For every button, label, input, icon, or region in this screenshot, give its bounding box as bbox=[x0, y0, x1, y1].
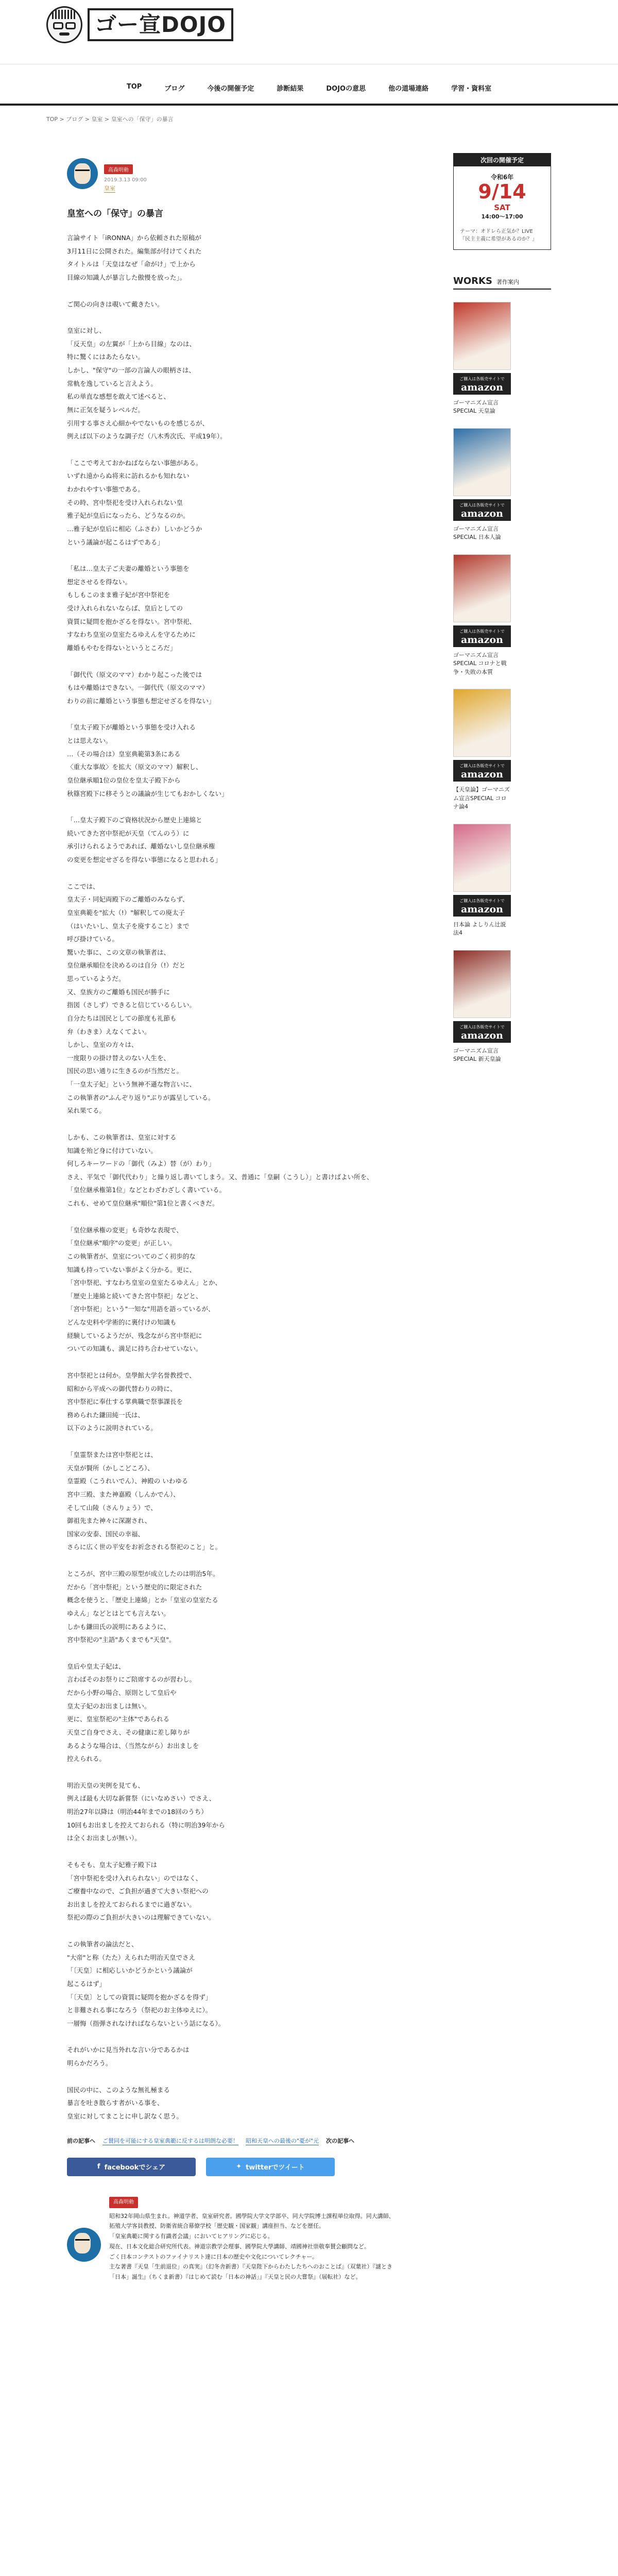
schedule-weekday: SAT bbox=[494, 202, 510, 212]
article-paragraph: 皇室に対し、 「反天皇」の左翼が「上から目線」なのは、 特に驚くにはあたらない。 しかし、"保守"の一部の言論人の眼柄さは、 常軌を逸していると言えよう。 私の単直な感想を敢えて述べると、 無に正気を疑うレベルだ。 引用する事さえ心細かやでないものを感じるが、 例えば以下のような調子だ（八木秀次氏、平成19年）。 bbox=[67, 327, 227, 440]
book-title[interactable]: ゴーマニズム宣言SPECIAL 新天皇論 bbox=[453, 1047, 501, 1063]
schedule-box[interactable] bbox=[453, 153, 551, 250]
next-article-link[interactable]: 昭和天皇への最後の"憂が"元 bbox=[246, 2137, 319, 2144]
book-cover[interactable] bbox=[453, 824, 511, 892]
article-paragraph: しかも、この執筆者は、皇室に対する 知識を殆ど身に付けていない。 何しろキーワードの「御代（みよ）替（が）わり」 さえ、平気で「御代代わり」と繰り返し書いてしまう。又、普通に「皇嗣（こうし）」と書けばよい所を、 「皇位継承権第1位」などとわざわざしく書いている。 これも、せめて皇位継承"順位"第1位と書くべきだ。 bbox=[67, 1133, 373, 1207]
book-cover[interactable] bbox=[453, 554, 511, 622]
book-item[interactable] bbox=[453, 689, 551, 811]
article-paragraph: 「皇太子殿下が離婚という事態を受け入れる とは思えない。 …（その場合は）皇室典範第3条にある 〈重大な事故〉を拡大（原文のママ）解釈し、 皇位継承順1位の皇位を皇太子殿下から 秋篠宮殿下に移そうとの議論が生じてもおかしくない」 bbox=[67, 723, 228, 798]
article-paragraph: ご関心の向きは覗いて戴きたい。 bbox=[67, 300, 164, 308]
article-paragraph: この執筆者の論法だと、 "大帝"と称（たた）えられた明治天皇でさえ 「〔天皇〕に相応しいかどうかという議論が 起こるはず」 「〔天皇〕としての資質に疑問を抱かざるを得ず」 と非難される事になろう（祭祀のお主体ゆえに）。 一層悔（指弾されなければならないという話になる）。 bbox=[67, 1940, 225, 2027]
book-title[interactable]: ゴーマニズム宣言SPECIAL 天皇論 bbox=[453, 399, 499, 415]
amazon-logo: amazon bbox=[460, 903, 503, 915]
book-cover[interactable] bbox=[453, 950, 511, 1018]
book-item[interactable] bbox=[453, 950, 551, 1064]
amazon-button[interactable] bbox=[453, 1021, 511, 1043]
article-body bbox=[67, 231, 397, 2123]
nav-item[interactable]: ブログ bbox=[164, 85, 185, 93]
post-date: 2019.3.13 09:00 bbox=[104, 177, 147, 183]
book-cover[interactable] bbox=[453, 302, 511, 370]
nav-item[interactable]: 他の道場連絡 bbox=[388, 85, 429, 93]
works-heading bbox=[453, 276, 551, 290]
nav-item[interactable]: 今後の開催予定 bbox=[207, 85, 254, 93]
book-cover[interactable] bbox=[453, 428, 511, 496]
article-paragraph: 宮中祭祀とは何か。皇學館大学名誉教授で、 昭和から平成への御代替わりの時に、 宮中祭祀に奉仕する掌典職で祭事課長を 務められた鎌田純一氏は、 以下のように説明されている。 bbox=[67, 1371, 196, 1432]
article-paragraph: 言論サイト「iRONNA」から依頼された原稿が 3月11日に公開された。編集部が付けてくれた タイトルは「天皇はなぜ「命がけ」で上から 目線の知識人が暴言した傲慢を放った」。 bbox=[67, 234, 202, 281]
amazon-caption: ご購入は各販売サイトで bbox=[459, 502, 505, 507]
amazon-logo: amazon bbox=[460, 381, 503, 393]
book-cover[interactable] bbox=[453, 689, 511, 757]
prev-label: 前の記事へ bbox=[67, 2138, 95, 2144]
article bbox=[67, 132, 397, 2282]
amazon-button[interactable] bbox=[453, 760, 511, 782]
site-header bbox=[0, 0, 618, 64]
article-paragraph: そもそも、皇太子妃雅子殿下は 「宮中祭祀を受け入れられない」のではなく、 ご療養中なので、ご負担が過ぎて大きい祭祀への お出ましを控えておられるまでに過ぎない。 祭祀の際のご負担が大きいのは理解できていない。 bbox=[67, 1860, 215, 1922]
site-logo[interactable] bbox=[46, 6, 233, 43]
book-item[interactable] bbox=[453, 302, 551, 416]
breadcrumb: TOP > ブログ > 皇室 > 皇室への「保守」の暴言 bbox=[46, 116, 174, 123]
amazon-logo: amazon bbox=[460, 634, 503, 646]
prev-article-link[interactable]: ご賛同を可能にする皇室典範に反するは明朗な必要！ bbox=[102, 2137, 238, 2144]
amazon-logo: amazon bbox=[460, 1029, 503, 1041]
article-paragraph: 明治天皇の実例を見ても、 例えば最も大切な新嘗祭（にいなめさい）でさえ、 明治27年以降は（明治44年までの18回のうち） 10回もお出ましを控えておられる（特に明治39年から は全くお出ましが無い）。 bbox=[67, 1781, 225, 1842]
amazon-caption: ご購入は各販売サイトで bbox=[459, 898, 505, 903]
amazon-logo: amazon bbox=[460, 507, 503, 519]
prev-next-nav bbox=[67, 2137, 397, 2145]
tag-link[interactable]: 皇室 bbox=[104, 185, 115, 192]
nav-item[interactable]: DOJOの意思 bbox=[326, 85, 366, 93]
schedule-description: テーマ：オドレら正気か？LIVE 「民主主義に希望があるのか？」 bbox=[460, 228, 537, 242]
nav-item[interactable]: 学習・資料室 bbox=[451, 85, 492, 93]
twitter-share-button[interactable] bbox=[206, 2158, 335, 2176]
article-paragraph: 「皇霊祭または宮中祭祀とは、 天皇が賢所（かしこどころ）、 皇霊殿（こうれいでん）、神殿の いわゆる 宮中三殿、また神嘉殿（しんかでん）、 そして山陵（さんりょう）で、 御祖先また神々に深謝され、 国家の安泰、国民の幸福、 さらに広く世の平安をお祈念される祭祀のこと」と。 bbox=[67, 1451, 222, 1551]
author-avatar-large bbox=[67, 2228, 101, 2262]
logo-text: ゴー宣DOJO bbox=[88, 8, 233, 41]
nav-item[interactable]: 診断結果 bbox=[277, 85, 304, 93]
book-title[interactable]: ゴーマニズム宣言SPECIAL コロナと戦争・失敗の本質 bbox=[453, 651, 507, 675]
author-box bbox=[67, 2197, 397, 2283]
article-paragraph: 「ここで考えておかねばならない事態がある。 いずれ遠からぬ将来に訪れるかも知れない わかれやすい事態である。 その時、宮中祭祀を受け入れられない皇 雅子妃が皇后になったら、どうなるのか。 …雅子妃が皇后に相応（ふさわ）しいかどうか という議論が起こるはずである」 bbox=[67, 459, 202, 546]
sidebar bbox=[453, 132, 551, 1064]
article-paragraph: それがいかに見当外れな言い分であるかは 明らかだろう。 bbox=[67, 2046, 190, 2067]
article-paragraph: 国民の中に、このような無礼極まる 暴言を吐き散らす者がいる事を、 皇室に対してまことに申し訳なく思う。 bbox=[67, 2086, 183, 2120]
schedule-date: 9/14 bbox=[478, 180, 526, 203]
schedule-era: 令和6年 bbox=[490, 174, 514, 181]
twitter-share-label: twitterでツイート bbox=[246, 2164, 305, 2172]
amazon-caption: ご購入は各販売サイトで bbox=[459, 764, 505, 769]
amazon-button[interactable] bbox=[453, 625, 511, 647]
book-item[interactable] bbox=[453, 428, 551, 542]
twitter-icon: ✦ bbox=[236, 2163, 242, 2171]
works-subtitle: 著作案内 bbox=[496, 278, 519, 285]
works-title: WORKS bbox=[453, 275, 492, 286]
facebook-icon: f bbox=[97, 2163, 100, 2171]
book-item[interactable] bbox=[453, 554, 551, 677]
author-bio-text: 昭和32年岡山県生まれ。神道学者、皇室研究者。國學院大学文学部卒、同大学院博士課程単位取得。同大講師、拓殖大学客員教授、防衛省統合幕僚学校「歴史観・国家観」講座担当、などを歴任。 「皇室典範に関する有識者会議」においてヒアリングに応じる。 現在、日本文化総合研究所代表。神道宗教学会理事、國學院大學講師、靖國神社崇敬奉賛会顧問など。 ごく日本コンテストのファイナリスト達に日本の歴史や文化についてレクチャー。 主な著書『天皇「生前退位」の真実』（幻冬舎新書）『天皇陛下からわたしたちへのおことば』（双葉社）『謎とき「日本」誕生』（ちくま新書）『はじめて読む「日本の神話」』『天皇と民の大嘗祭』（展転社）など。 bbox=[109, 2212, 394, 2281]
category-badge[interactable]: 高森明勅 bbox=[104, 164, 133, 174]
amazon-button[interactable] bbox=[453, 895, 511, 917]
book-title[interactable]: 日本論 よしりん辻説法4 bbox=[453, 921, 506, 937]
schedule-time: 14:00〜17:00 bbox=[481, 213, 523, 220]
page-title: 皇室への「保守」の暴言 bbox=[67, 209, 163, 219]
facebook-share-label: facebookでシェア bbox=[104, 2164, 166, 2172]
article-paragraph: 皇后や皇太子妃は、 言わばそのお祭りにご陪席するのが習わし。 だから小野の場合、原則として皇后や 皇太子妃のお出ましは無い。 更に、皇室祭祀の"主体"であられる 天皇ご自身でさえ、その健康に差し障りが あるような場合は、（当然ながら）お出ましを 控えられる。 bbox=[67, 1662, 199, 1763]
amazon-caption: ご購入は各販売サイトで bbox=[459, 376, 505, 381]
article-paragraph: 「御代代（原文のママ）わかり起こった後では もはや離婚はできない。一御代代（原文のママ） わりの前に離婚という事態も想定せざるを得ない」 bbox=[67, 670, 215, 705]
amazon-button[interactable] bbox=[453, 499, 511, 521]
author-badge[interactable]: 高森明勅 bbox=[109, 2197, 138, 2208]
amazon-caption: ご購入は各販売サイトで bbox=[459, 1024, 505, 1029]
book-item[interactable] bbox=[453, 824, 551, 938]
share-buttons bbox=[67, 2158, 397, 2176]
author-avatar bbox=[67, 158, 98, 189]
amazon-caption: ご購入は各販売サイトで bbox=[459, 629, 505, 634]
amazon-logo: amazon bbox=[460, 769, 503, 781]
facebook-share-button[interactable] bbox=[67, 2158, 196, 2176]
article-paragraph: ここでは、 皇太子・同妃両殿下のご離婚のみならず、 皇室典範を"拡大（!）"解釈しての廃太子 （はいたいし、皇太子を廃すること）まで 呼び掛けている。 驚いた事に、この文章の執筆者は、 皇位継承順位を決めるのは自分（!）だと 思っているようだ。 又、皇族方のご離婚も国民が勝手に 指図（さしず）できると信じているらしい。 自分たちは国民としての節度も礼節も 弁（わきま）えなくてよい。 しかし、皇室の方々は、 一度限りの掛け替えのない人生を、 国民の思い通りに生きるのが当然だと。 「一皇太子妃」という無神不遜な物言いに、 この執筆者の"ふんぞり返り"ぶりが露呈している。 呆れ果てる。 bbox=[67, 882, 215, 1115]
article-paragraph: 「私は…皇太子ご夫妻の離婚という事態を 想定させるを得ない。 もしもこのまま雅子妃が宮中祭祀を 受け入れられないならば、皇后としての 資質に疑問を抱かざるを得ない。宮中祭祀、 すなわち皇室の皇室たるゆえんを守るために 離婚もやむを得ないというところだ」 bbox=[67, 565, 196, 652]
article-paragraph: 「…皇太子殿下のご資格状況から歴史上連綿と 続いてきた宮中祭祀が天皇（てんのう）に 承引けられるようであれば、離婚ないし皇位継承権 の変更を想定せざるを得ない事態になると思われる」 bbox=[67, 816, 222, 863]
article-paragraph: 「皇位継承権の変更」も奇妙な表現で、 「皇位継承"順序"の変更」が正しい。 この執筆者が、皇室についてのごく初歩的な 知識も持っていない事がよく分かる。更に、 「宮中祭祀、すなわち皇室の皇室たるゆえん」とか、 「歴史上連綿と続いてきた宮中祭祀」などと、 「宮中祭祀」という"一知な"用語を語っているが、 どんな史料や学術的に裏付けの知識も 経験しているようだが、残念ながら宮中祭祀に ついての知識も、満足に持ち合わせていない。 bbox=[67, 1226, 222, 1353]
main-nav bbox=[0, 64, 618, 106]
logo-mascot-icon bbox=[46, 6, 82, 43]
book-title[interactable]: ゴーマニズム宣言SPECIAL 日本人論 bbox=[453, 525, 501, 541]
amazon-button[interactable] bbox=[453, 373, 511, 395]
article-paragraph: ところが、宮中三殿の原型が成立したのは明治5年。 だから「宮中祭祀」という歴史的に限定された 概念を使うと、「歴史上連綿」とか「皇室の皇室たる ゆえん」などとはとても言えない。 しかも鎌田氏の説明にあるように、 宮中祭祀の"主語"あくまでも"天皇"。 bbox=[67, 1570, 219, 1644]
next-label: 次の記事へ bbox=[326, 2138, 355, 2144]
nav-item[interactable]: TOP bbox=[126, 83, 142, 91]
schedule-title: 次回の開催予定 bbox=[454, 154, 551, 166]
book-title[interactable]: 【天皇論】ゴーマニズム宣言SPECIAL コロナ論4 bbox=[453, 786, 510, 810]
